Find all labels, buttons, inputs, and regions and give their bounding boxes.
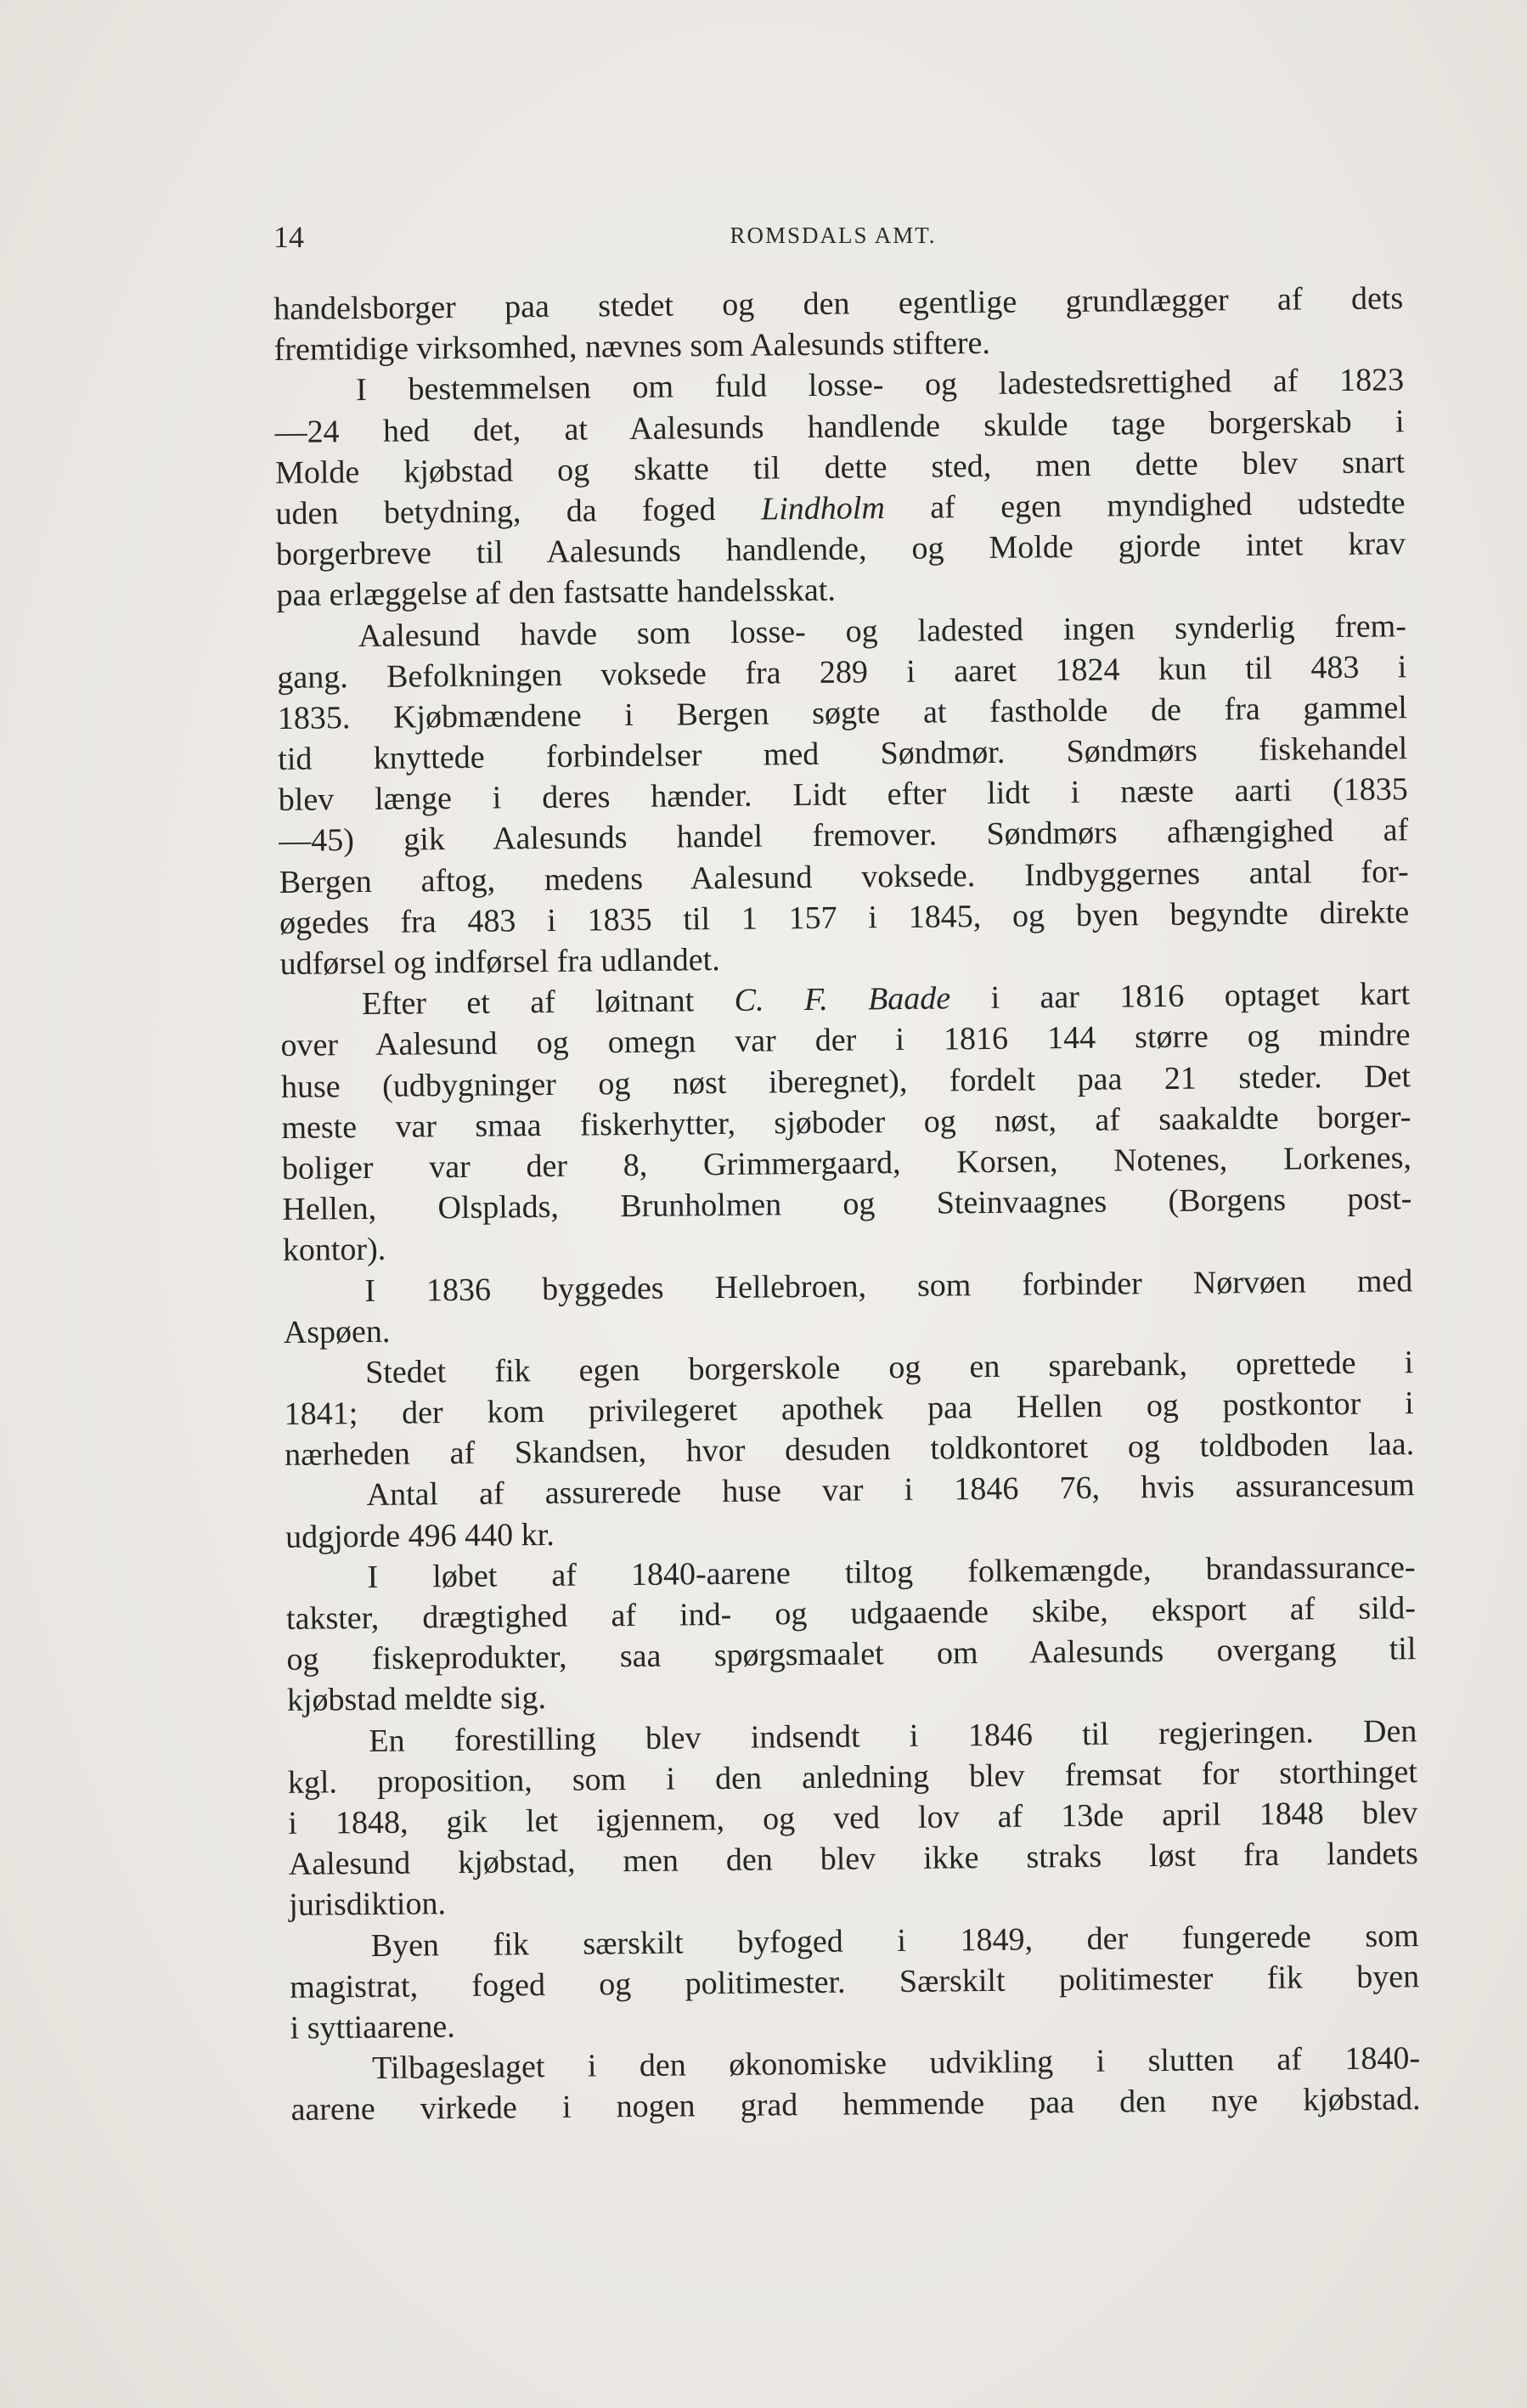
text-line: udførsel og indførsel fra udlandet. (279, 941, 720, 982)
text-line: aarene virkede i nogen grad hemmende paa den nye kjøbstad. (290, 2081, 1421, 2129)
text-line: En forestilling blev indsendt i 1846 til regjeringen. Den (369, 1712, 1417, 1759)
text-line: Aalesund havde som losse- og ladested ingen synderlig frem- (358, 607, 1407, 654)
text-line: 1835. Kjøbmændene i Bergen søgte at fastholde de fra gammel (277, 690, 1407, 736)
text-line: gang. Befolkningen voksede fra 289 i aaret 1824 kun til 483 i (277, 648, 1407, 696)
text-line: Stedet fik egen borgerskole og en sparebank, oprettede i (365, 1345, 1414, 1390)
text-line: paa erlæggelse af den fastsatte handelsskat. (276, 572, 837, 614)
text-line: Molde kjøbstad og skatte til dette sted, men dette blev snart (274, 443, 1406, 491)
italic-name: C. F. Baade (734, 980, 951, 1019)
page-number: 14 (273, 220, 304, 254)
text-line: udgjorde 496 440 kr. (285, 1516, 555, 1555)
text-line: takster, drægtighed af ind- og udgaaende skibe, eksport af sild- (285, 1590, 1417, 1637)
text-line: Bergen aftog, medens Aalesund voksede. Indbyggernes antal for- (279, 853, 1409, 900)
running-title: ROMSDALS AMT. (730, 223, 937, 248)
text-line: borgerbreve til Aalesunds handlende, og Molde gjorde intet krav (275, 526, 1406, 573)
text-line: I 1836 byggedes Hellebroen, som forbinder Nørvøen med (364, 1262, 1413, 1309)
text-line: fremtidige virksomhed, nævnes som Aalesunds stiftere. (273, 325, 991, 369)
text-line: øgedes fra 483 i 1835 til 1 157 i 1845, og byen begyndte direkte (279, 894, 1410, 941)
text-line: i 1848, gik let igjennem, og ved lov af 13de april 1848 blev (288, 1795, 1418, 1841)
text-line: magistrat, foged og politimester. Særskilt politimester fik byen (289, 1958, 1420, 2005)
text-line: tid knyttede forbindelser med Søndmør. Søndmørs fiskehandel (278, 730, 1408, 778)
text-line: kjøbstad meldte sig. (286, 1680, 547, 1719)
text-line: over Aalesund og omegn var der i 1816 144 større og mindre (280, 1017, 1411, 1064)
text-line: Byen fik særskilt byfoged i 1849, der fungerede som (370, 1917, 1419, 1964)
text-line: boliger var der 8, Grimmergaard, Korsen, Notenes, Lorkenes, (281, 1140, 1412, 1187)
text-line: meste var smaa fiskerhytter, sjøboder og nøst, af saakaldte borger- (281, 1098, 1411, 1146)
text-line: kontor). (282, 1232, 386, 1269)
body-text (273, 278, 1421, 2130)
text-line: Aspøen. (283, 1313, 391, 1351)
text-line: Efter et af løitnant C. F. Baade i aar 1816 optaget kart (361, 976, 1411, 1023)
text-line: huse (udbygninger og nøst iberegnet), fordelt paa 21 steder. Det (280, 1057, 1411, 1105)
text-line: blev længe i deres hænder. Lidt efter lidt i næste aarti (1835 (278, 771, 1408, 819)
text-line: Tilbageslaget i den økonomiske udvikling i slutten af 1840- (371, 2040, 1421, 2087)
italic-name: Lindholm (760, 490, 885, 527)
text-line: kgl. proposition, som i den anledning blev fremsat for storthinget (287, 1753, 1418, 1801)
text-line: I løbet af 1840-aarene tiltog folkemængde, brandassurance- (367, 1548, 1416, 1595)
text-line: Aalesund kjøbstad, men den blev ikke straks løst fra landets (288, 1836, 1418, 1883)
text-line: Hellen, Olsplads, Brunholmen og Steinvaagnes (Borgens post- (282, 1181, 1412, 1228)
text-line: —45) gik Aalesunds handel fremover. Søndmørs afhængighed af (279, 812, 1409, 860)
text-line: uden betydning, da foged Lindholm af egen myndighed udstedte (275, 485, 1406, 532)
text-line: og fiskeprodukter, saa spørgsmaalet om Aalesunds overgang til (286, 1631, 1417, 1678)
text-line: —24 hed det, at Aalesunds handlende skulde tage borgerskab i (274, 403, 1405, 450)
text-line: Antal af assurerede huse var i 1846 76, hvis assurancesum (366, 1467, 1415, 1514)
text-line: I bestemmelsen om fuld losse- og ladestedsrettighed af 1823 (355, 362, 1405, 409)
text-line: handelsborger paa stedet og den egentlige grundlægger af dets (273, 280, 1404, 327)
text-line: 1841; der kom privilegeret apothek paa Hellen og postkontor i (284, 1385, 1414, 1433)
running-head (273, 219, 1393, 257)
text-line: nærheden af Skandsen, hvor desuden toldkontoret og toldboden laa. (284, 1426, 1415, 1474)
text-line: i syttiaarene. (290, 2008, 455, 2046)
text-line: jurisdiktion. (289, 1886, 447, 1924)
